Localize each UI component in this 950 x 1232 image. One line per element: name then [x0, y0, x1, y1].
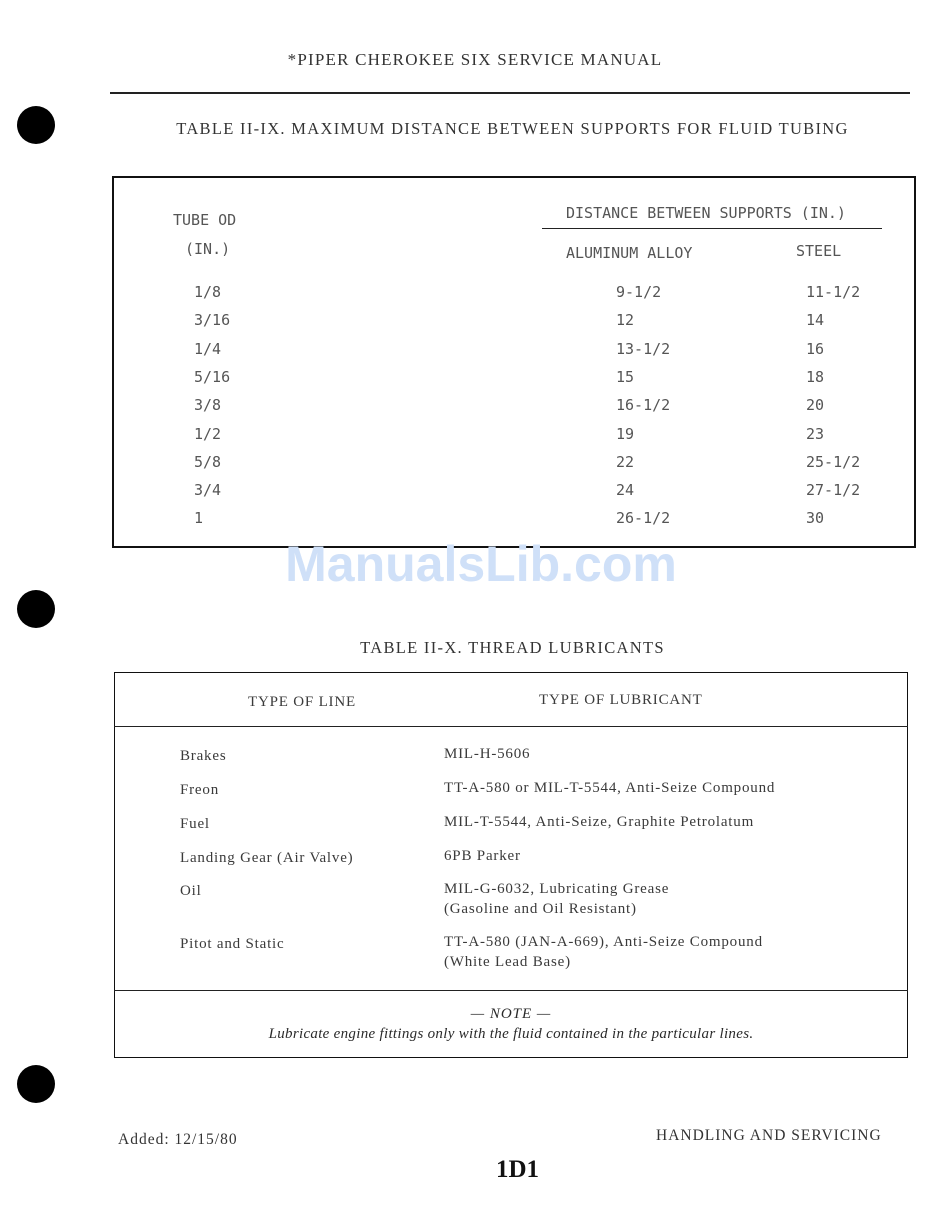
table1-cell-od: 5/8	[194, 453, 222, 471]
table2-cell-line: Landing Gear (Air Valve)	[180, 850, 354, 866]
page-number: 1D1	[495, 1156, 540, 1183]
table1-cell-aluminum: 26-1/2	[616, 509, 671, 527]
table1-distance-rule	[542, 228, 882, 229]
table2-title: TABLE II-X. THREAD LUBRICANTS	[360, 638, 665, 657]
table2-cell-line: Pitot and Static	[180, 936, 285, 952]
table2-cell-lubricant-cont: (Gasoline and Oil Resistant)	[444, 901, 637, 917]
table1-cell-aluminum: 12	[616, 311, 635, 329]
table1-cell-steel: 23	[806, 425, 825, 443]
table2-note-rule	[114, 990, 908, 991]
header-rule	[110, 92, 910, 94]
table1-cell-od: 3/4	[194, 481, 222, 499]
table1-cell-od: 1	[194, 509, 204, 527]
table1-cell-aluminum: 15	[616, 368, 635, 386]
table2-cell-lubricant-cont: (White Lead Base)	[444, 954, 571, 970]
table1-cell-steel: 30	[806, 509, 825, 527]
table2-cell-lubricant: MIL-T-5544, Anti-Seize, Graphite Petrolatum	[444, 814, 755, 830]
table1-cell-steel: 27-1/2	[806, 481, 861, 499]
table1-cell-od: 5/16	[194, 368, 231, 386]
table2-cell-lubricant: TT-A-580 (JAN-A-669), Anti-Seize Compound	[444, 934, 763, 950]
footer-section: HANDLING AND SERVICING	[656, 1127, 882, 1144]
watermark: ManualsLib.com	[285, 536, 677, 592]
table1-cell-od: 1/4	[194, 340, 222, 358]
table1-frame	[112, 176, 916, 548]
binder-hole-middle	[17, 590, 55, 628]
table1-cell-od: 3/16	[194, 311, 231, 329]
table2-cell-lubricant: 6PB Parker	[444, 848, 521, 864]
table1-cell-od: 1/8	[194, 283, 222, 301]
table1-cell-steel: 18	[806, 368, 825, 386]
table2-cell-lubricant: MIL-H-5606	[444, 746, 531, 762]
table1-cell-aluminum: 13-1/2	[616, 340, 671, 358]
table1-cell-steel: 14	[806, 311, 825, 329]
footer-added-date: Added: 12/15/80	[118, 1131, 238, 1148]
note-title: — NOTE —	[470, 1006, 552, 1022]
table1-title: TABLE II-IX. MAXIMUM DISTANCE BETWEEN SUPPORTS FOR FLUID TUBING	[176, 119, 849, 138]
table2-col-line: TYPE OF LINE	[248, 694, 356, 710]
table1-cell-steel: 25-1/2	[806, 453, 861, 471]
table1-cell-od: 3/8	[194, 396, 222, 414]
table2-cell-lubricant: MIL-G-6032, Lubricating Grease	[444, 881, 670, 897]
table2-cell-line: Fuel	[180, 816, 210, 832]
table2-header-rule	[114, 726, 908, 727]
table1-col-distance: DISTANCE BETWEEN SUPPORTS (IN.)	[566, 204, 846, 222]
table1-cell-aluminum: 22	[616, 453, 635, 471]
table1-cell-steel: 11-1/2	[806, 283, 861, 301]
table1-cell-steel: 20	[806, 396, 825, 414]
table1-col-aluminum: ALUMINUM ALLOY	[566, 244, 693, 262]
table2-col-lubricant: TYPE OF LUBRICANT	[539, 692, 703, 708]
page-header-title: *PIPER CHEROKEE SIX SERVICE MANUAL	[287, 50, 663, 69]
note-text: Lubricate engine fittings only with the fluid contained in the particular lines.	[268, 1026, 754, 1042]
table1-cell-aluminum: 24	[616, 481, 635, 499]
table1-col-steel: STEEL	[796, 242, 842, 260]
table1-cell-aluminum: 19	[616, 425, 635, 443]
table2-cell-line: Freon	[180, 782, 219, 798]
table2-cell-lubricant: TT-A-580 or MIL-T-5544, Anti-Seize Compound	[444, 780, 776, 796]
table2-cell-line: Brakes	[180, 748, 227, 764]
table1-col-tube-od-unit: (IN.)	[185, 240, 231, 258]
table2-cell-line: Oil	[180, 883, 202, 899]
table1-cell-aluminum: 16-1/2	[616, 396, 671, 414]
table1-cell-od: 1/2	[194, 425, 222, 443]
binder-hole-bottom	[17, 1065, 55, 1103]
table1-cell-steel: 16	[806, 340, 825, 358]
table1-cell-aluminum: 9-1/2	[616, 283, 662, 301]
table1-col-tube-od: TUBE OD	[173, 211, 237, 229]
